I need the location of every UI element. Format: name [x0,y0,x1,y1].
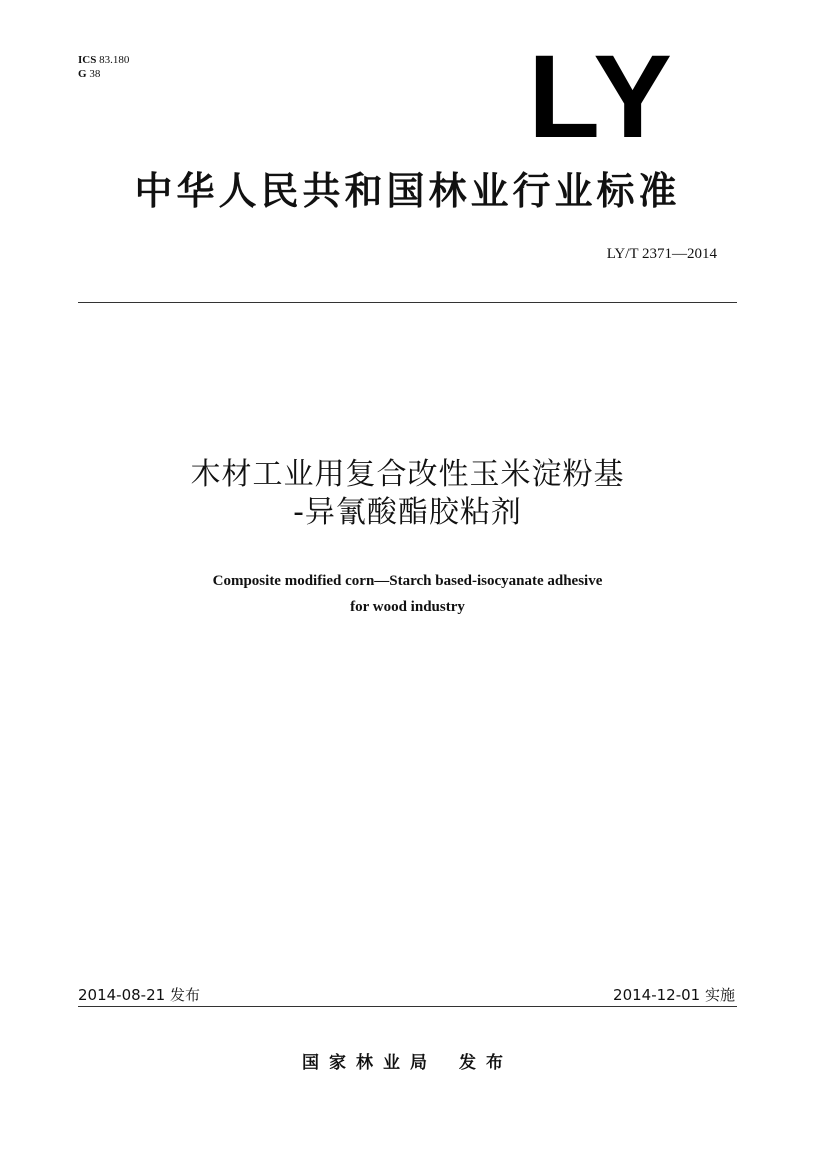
title-cn-line-1: 木材工业用复合改性玉米淀粉基 [190,457,625,492]
document-title-cn [0,456,815,532]
classification-codes [78,53,129,81]
standard-number: LY/T 2371—2014 [606,246,717,262]
ics-label: ICS [78,54,97,66]
ly-logo: LY [528,31,676,163]
issuing-authority [0,1048,815,1073]
document-title-en [0,568,815,620]
title-en-line-2: for wood industry [350,599,465,615]
ccs-line [78,67,129,81]
ccs-label: G [78,68,87,80]
implementation-date: 2014-12-01 实施 [613,986,735,1004]
title-en-line-1: Composite modified corn—Starch based-isocyanate adhesive [212,573,603,589]
ics-line [78,53,129,67]
issue-date: 2014-08-21 发布 [78,986,200,1004]
title-cn-line-2: -异氰酸酯胶粘剂 [293,495,522,530]
ics-code: 83.180 [99,54,130,66]
ccs-code: 38 [89,68,101,80]
issuer-name: 国家林业局 [302,1053,437,1073]
bottom-divider [78,1006,737,1007]
issuer-action: 发布 [459,1053,513,1073]
top-divider [78,302,737,303]
standard-category-title: 中华人民共和国林业行业标准 [134,169,681,213]
